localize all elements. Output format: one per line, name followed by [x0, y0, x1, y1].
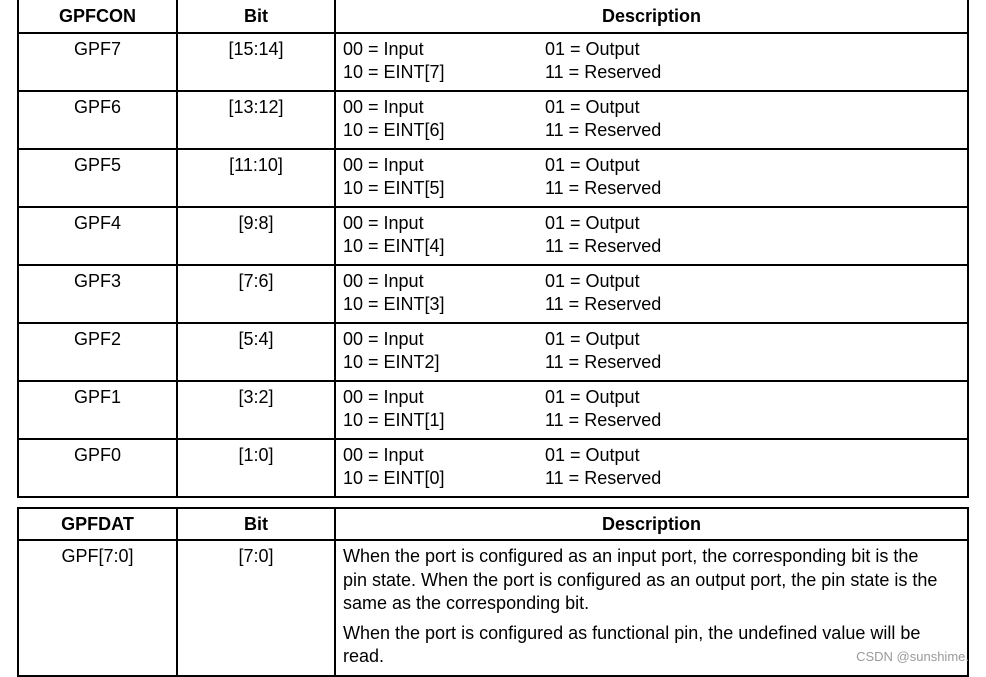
mode-01-text: 01 = Output [545, 329, 640, 349]
mode-11-text: 11 = Reserved [545, 119, 662, 140]
mode-11-text: 11 = Reserved [545, 409, 662, 430]
gpfdat-description-para-2: When the port is configured as functional pin, the undefined value will be read. [343, 622, 921, 666]
gpfcon-row [18, 323, 968, 381]
gpfcon-row-description [335, 207, 968, 265]
mode-01-text: 01 = Output [545, 387, 640, 407]
mode-10-text: 10 = EINT[4] [343, 235, 445, 256]
gpfcon-row-name: GPF0 [18, 439, 177, 497]
gpfcon-header-description: Description [335, 0, 968, 33]
mode-11-text: 11 = Reserved [545, 351, 662, 372]
mode-01-text: 01 = Output [545, 39, 640, 59]
gpfdat-header-name: GPFDAT [18, 508, 177, 540]
mode-10-text: 10 = EINT[3] [343, 293, 445, 314]
mode-01-text: 01 = Output [545, 271, 640, 291]
mode-00-text: 00 = Input [343, 213, 424, 233]
gpfcon-row [18, 149, 968, 207]
mode-10-text: 10 = EINT[0] [343, 467, 445, 488]
gpfdat-table [17, 507, 969, 677]
mode-00-text: 00 = Input [343, 271, 424, 291]
gpfcon-row-description [335, 381, 968, 439]
gpfcon-row-bits: [15:14] [177, 33, 335, 91]
gpfcon-header-name: GPFCON [18, 0, 177, 33]
gpfcon-row-description [335, 323, 968, 381]
mode-01-text: 01 = Output [545, 155, 640, 175]
mode-10-text: 10 = EINT2] [343, 351, 440, 372]
mode-00-text: 00 = Input [343, 329, 424, 349]
gpfcon-row-description [335, 265, 968, 323]
gpfcon-row-bits: [5:4] [177, 323, 335, 381]
gpfdat-header-bit: Bit [177, 508, 335, 540]
gpfcon-row [18, 207, 968, 265]
gpfcon-table [17, 0, 969, 498]
gpfcon-row [18, 265, 968, 323]
gpfcon-row [18, 91, 968, 149]
gpfcon-row-name: GPF2 [18, 323, 177, 381]
mode-11-text: 11 = Reserved [545, 177, 662, 198]
gpfcon-row-description [335, 439, 968, 497]
gpfcon-row-bits: [3:2] [177, 381, 335, 439]
mode-10-text: 10 = EINT[5] [343, 177, 445, 198]
gpfcon-row-bits: [9:8] [177, 207, 335, 265]
gpfdat-description-para-1: When the port is configured as an input port, the corresponding bit is the pin state. When the port is configured as an output port, the pin state is the same as the corresponding bit. [343, 546, 938, 613]
mode-01-text: 01 = Output [545, 213, 640, 233]
gpfcon-header-row [18, 0, 968, 33]
mode-01-text: 01 = Output [545, 97, 640, 117]
mode-01-text: 01 = Output [545, 445, 640, 465]
gpfcon-row-bits: [7:6] [177, 265, 335, 323]
gpfcon-row [18, 33, 968, 91]
gpfdat-header-description: Description [335, 508, 968, 540]
gpfcon-row [18, 439, 968, 497]
gpfcon-row-name: GPF7 [18, 33, 177, 91]
gpfcon-row [18, 381, 968, 439]
gpfcon-header-bit: Bit [177, 0, 335, 33]
gpfcon-row-name: GPF5 [18, 149, 177, 207]
gpfcon-row-bits: [13:12] [177, 91, 335, 149]
gpfcon-row-name: GPF4 [18, 207, 177, 265]
gpfdat-row [18, 540, 968, 676]
mode-00-text: 00 = Input [343, 39, 424, 59]
mode-10-text: 10 = EINT[1] [343, 409, 445, 430]
mode-00-text: 00 = Input [343, 445, 424, 465]
gpfcon-row-bits: [1:0] [177, 439, 335, 497]
gpfcon-row-description [335, 91, 968, 149]
watermark: CSDN @sunshime. [856, 649, 969, 664]
mode-00-text: 00 = Input [343, 155, 424, 175]
mode-11-text: 11 = Reserved [545, 293, 662, 314]
gpfdat-header-row [18, 508, 968, 540]
mode-10-text: 10 = EINT[7] [343, 61, 445, 82]
mode-10-text: 10 = EINT[6] [343, 119, 445, 140]
mode-00-text: 00 = Input [343, 387, 424, 407]
gpfcon-row-name: GPF3 [18, 265, 177, 323]
gpfcon-row-bits: [11:10] [177, 149, 335, 207]
mode-00-text: 00 = Input [343, 97, 424, 117]
gpfcon-row-description [335, 33, 968, 91]
gpfdat-row-bits: [7:0] [177, 540, 335, 676]
gpfcon-row-name: GPF1 [18, 381, 177, 439]
gpfcon-row-description [335, 149, 968, 207]
mode-11-text: 11 = Reserved [545, 467, 662, 488]
mode-11-text: 11 = Reserved [545, 61, 662, 82]
gpfdat-row-name: GPF[7:0] [18, 540, 177, 676]
gpfcon-row-name: GPF6 [18, 91, 177, 149]
mode-11-text: 11 = Reserved [545, 235, 662, 256]
